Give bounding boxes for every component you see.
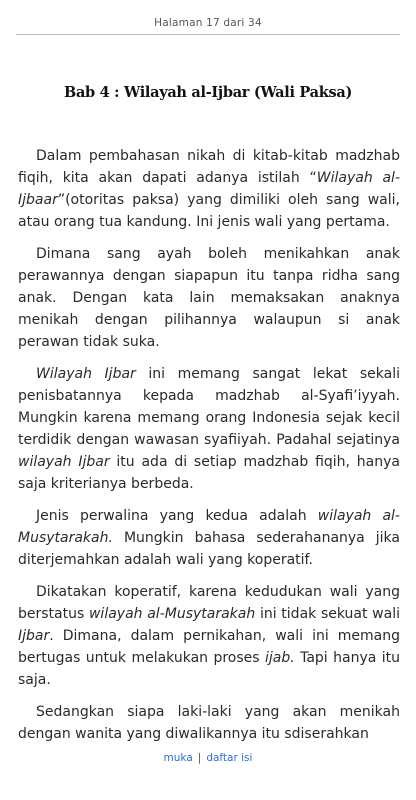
paragraph-text: ini tidak sekuat wali	[255, 606, 400, 622]
paragraph-text: . Dimana, dalam pernikahan, wali ini memang bertugas untuk melakukan proses	[18, 628, 400, 666]
paragraph	[18, 581, 400, 691]
italic-term: Wilayah al-Ijbaar	[18, 170, 400, 208]
chapter-body	[18, 145, 400, 755]
table-of-contents-link[interactable]: daftar isi	[206, 752, 253, 764]
italic-term: wilayah al-Musytarakah	[88, 606, 256, 622]
paragraph-text: ”(otoritas paksa) yang dimiliki oleh sang wali, atau orang tua kandung. Ini jenis wali yang pertama.	[18, 192, 400, 230]
paragraph	[18, 701, 400, 745]
paragraph-text: Mungkin bahasa sederahananya jika diterjemahkan adalah wali yang koperatif.	[18, 530, 400, 568]
paragraph	[18, 505, 400, 571]
italic-term: wilayah Ijbar	[18, 454, 110, 470]
italic-term: ijab.	[264, 650, 295, 666]
home-link[interactable]: muka	[163, 752, 193, 764]
italic-term: Wilayah Ijbar	[36, 366, 136, 382]
header-divider	[16, 34, 400, 35]
paragraph-text: Tapi hanya itu saja.	[18, 650, 400, 688]
italic-term: wilayah al-Musytarakah.	[18, 508, 400, 546]
page-footer	[0, 752, 416, 764]
paragraph-text: Dikatakan koperatif, karena kedudukan wali yang berstatus	[18, 584, 400, 622]
paragraph	[18, 363, 400, 495]
paragraph-text: Dimana sang ayah boleh menikahkan anak perawannya dengan siapapun itu tanpa ridha sang anak. Dengan kata lain memaksakan anaknya menikah dengan pilihannya walaupun si anak perawan tidak suka.	[18, 246, 400, 350]
footer-separator: |	[197, 752, 202, 764]
paragraph-text: Jenis perwalina yang kedua adalah	[36, 508, 318, 524]
italic-term: Ijbar	[18, 628, 50, 644]
chapter-title: Bab 4 : Wilayah al-Ijbar (Wali Paksa)	[63, 84, 353, 101]
paragraph-text: itu ada di setiap madzhab fiqih, hanya saja kriterianya berbeda.	[18, 454, 400, 492]
paragraph	[18, 145, 400, 233]
page-indicator: Halaman 17 dari 34	[154, 17, 262, 29]
paragraph-text: ini memang sangat lekat sekali penisbatannya kepada madzhab al-Syafi’iyyah. Mungkin karena memang orang Indonesia sejak kecil terdidik dengan wawasan syafiiyah. Padahal sejatinya	[18, 366, 400, 448]
paragraph	[18, 243, 400, 353]
paragraph-text: Dalam pembahasan nikah di kitab-kitab madzhab fiqih, kita akan dapati adanya istilah “	[18, 148, 400, 186]
paragraph-text: Sedangkan siapa laki-laki yang akan menikah dengan wanita yang diwalikannya itu sdiserahkan	[18, 704, 400, 742]
